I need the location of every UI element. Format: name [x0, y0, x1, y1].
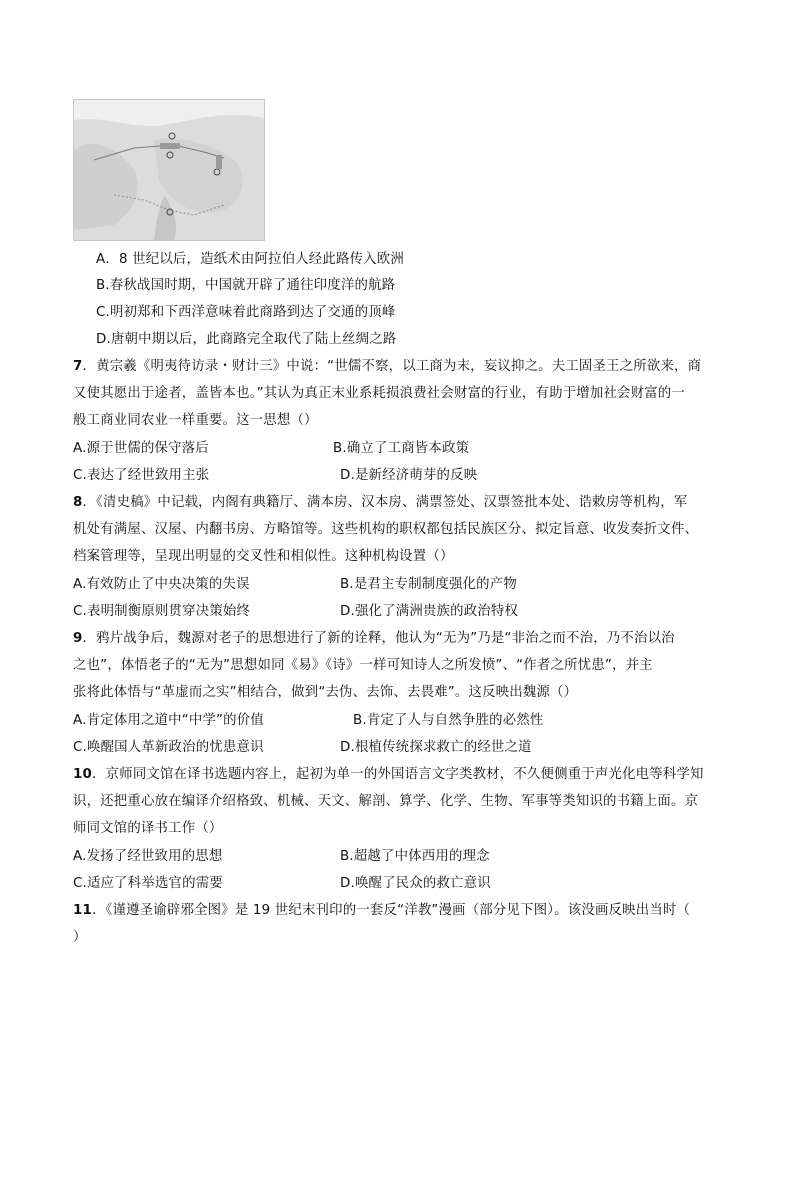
q8-option-d: D.强化了满洲贵族的政治特权	[340, 604, 519, 619]
q11-stem-line-2: ）	[73, 930, 87, 945]
q6-option-a: A．8 世纪以后，造纸术由阿拉伯人经此路传入欧洲	[96, 252, 404, 267]
q10-stem-line-3: 师同文馆的译书工作（）	[73, 821, 223, 836]
q9-number: 9	[73, 631, 83, 646]
q11-stem-line-1	[73, 902, 690, 920]
q7-stem-line-2: 又使其愿出于途者，盖皆本也。”其认为真正末业系耗损浪费社会财富的行业，有助于增加社会财富的一	[73, 386, 686, 401]
q7-text: ．黄宗羲《明夷待访录・财计三》中说：“世儒不察，以工商为末，妄议抑之。夫工固圣王之所欲来，商	[82, 359, 702, 374]
q8-text: ．《清史稿》中记载，内阁有典籍厅、满本房、汉本房、满票签处、汉票签批本处、诰敕房等机构，军	[82, 495, 688, 510]
q8-option-a: A.有效防止了中央决策的失误	[73, 577, 250, 592]
q9-stem-line-3: 张将此体悟与“革虚而之实”相结合，做到“去伪、去饰、去畏难”。这反映出魏源（）	[73, 685, 578, 700]
q8-stem-line-3: 档案管理等，呈现出明显的交叉性和相似性。这种机构设置（）	[73, 549, 454, 564]
q7-stem-line-3: 般工商业同农业一样重要。这一思想（）	[73, 413, 318, 428]
q6-option-c: C.明初郑和下西洋意味着此商路到达了交通的顶峰	[96, 305, 396, 320]
silk-road-map-image	[73, 99, 265, 241]
q9-text: ．鸦片战争后，魏源对老子的思想进行了新的诠释，他认为“无为”乃是“非治之而不治，乃不治以治	[82, 631, 675, 646]
q7-number: 7	[73, 359, 83, 374]
q10-stem-line-1	[73, 766, 704, 784]
q8-number: 8	[73, 495, 83, 510]
q10-stem-line-2: 识，还把重心放在编译介绍格致、机械、天文、解剖、算学、化学、生物、军事等类知识的书籍上面。京	[73, 794, 699, 809]
q10-option-d: D.唤醒了民众的救亡意识	[340, 876, 491, 891]
q7-option-a: A.源于世儒的保守落后	[73, 441, 209, 456]
q9-stem-line-2: 之也”，体悟老子的“无为”思想如同《易》《诗》一样可知诗人之所发愤”、“作者之所忧患”，并主	[73, 658, 653, 673]
q11-text: ．《谨遵圣谕辟邪全图》是 19 世纪末刊印的一套反“洋教”漫画（部分见下图）。该没画反映出当时（	[92, 903, 691, 918]
q11-number: 11	[73, 903, 93, 918]
q6-option-d: D.唐朝中期以后，此商路完全取代了陆上丝绸之路	[96, 332, 397, 347]
q8-option-c: C.表明制衡原则贯穿决策始终	[73, 604, 251, 619]
q8-stem-line-1	[73, 494, 687, 512]
q9-option-b: B.肯定了人与自然争胜的必然性	[353, 713, 544, 728]
q10-text: ．京师同文馆在译书选题内容上，起初为单一的外国语言文字类教材，不久便侧重于声光化电等科学知	[92, 767, 704, 782]
q10-option-c: C.适应了科举选官的需要	[73, 876, 223, 891]
q10-option-a: A.发扬了经世致用的思想	[73, 849, 223, 864]
q9-option-c: C.唤醒国人革新政治的忧患意识	[73, 740, 264, 755]
q7-option-c: C.表达了经世致用主张	[73, 468, 210, 483]
q10-number: 10	[73, 767, 93, 782]
q9-option-d: D.根植传统探求救亡的经世之道	[340, 740, 532, 755]
q6-option-b: B.春秋战国时期，中国就开辟了通往印度洋的航路	[96, 278, 396, 293]
q9-stem-line-1	[73, 630, 675, 648]
q7-option-d: D.是新经济萌芽的反映	[340, 468, 478, 483]
q7-stem-line-1	[73, 358, 701, 376]
q7-option-b: B.确立了工商皆本政策	[333, 441, 470, 456]
q8-option-b: B.是君主专制制度强化的产物	[340, 577, 517, 592]
q8-stem-line-2: 机处有满屋、汉屋、内翻书房、方略馆等。这些机构的职权都包括民族区分、拟定旨意、收发奏折文件、	[73, 522, 699, 537]
q9-option-a: A.肯定体用之道中“中学”的价值	[73, 713, 264, 728]
q10-option-b: B.超越了中体西用的理念	[340, 849, 490, 864]
